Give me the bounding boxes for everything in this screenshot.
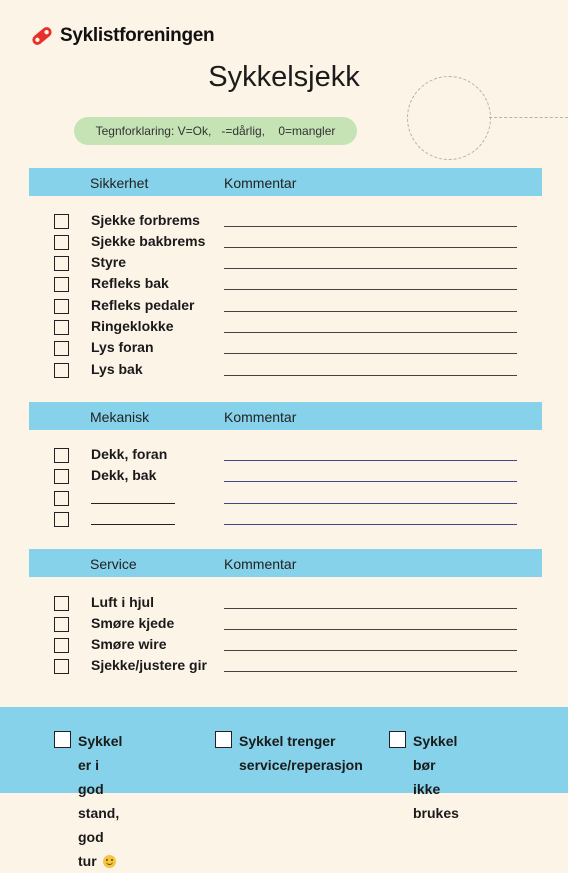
brand-name: Syklistforeningen: [60, 25, 215, 46]
checklist-row: [0, 444, 568, 465]
comment-line[interactable]: [224, 629, 517, 630]
smiley-icon: [103, 855, 116, 868]
blank-item-line[interactable]: [91, 524, 175, 525]
section-header-mekanisk: [29, 402, 542, 430]
legend-pill: Tegnforklaring: V=Ok, -=dårlig, 0=mangler: [74, 117, 357, 145]
verdict-text: [413, 729, 459, 825]
comment-line[interactable]: [224, 311, 517, 312]
checkbox[interactable]: [54, 596, 69, 611]
item-label: Refleks pedaler: [91, 297, 195, 313]
checkbox[interactable]: [54, 638, 69, 653]
verdict-text: [78, 729, 122, 873]
comment-header: Kommentar: [224, 556, 297, 572]
comment-line[interactable]: [224, 226, 517, 227]
item-label: Sjekke/justere gir: [91, 657, 207, 673]
comment-line[interactable]: [224, 481, 517, 482]
checklist-row: [0, 359, 568, 380]
checklist-row: [0, 231, 568, 252]
comment-line[interactable]: [224, 671, 517, 672]
checklist-row: [0, 508, 568, 529]
item-label: Dekk, foran: [91, 446, 168, 462]
verdict-line2: stand, god tur: [78, 805, 120, 869]
verdict-line1: Sykkel er i god: [78, 733, 123, 797]
item-label: Ringeklokke: [91, 318, 174, 334]
section-header-service: [29, 549, 542, 577]
checkbox[interactable]: [54, 491, 69, 506]
comment-line[interactable]: [224, 332, 517, 333]
checkbox[interactable]: [215, 731, 232, 748]
checklist-row: [0, 592, 568, 613]
item-label: Sjekke forbrems: [91, 212, 200, 228]
checkbox[interactable]: [54, 363, 69, 378]
comment-line[interactable]: [224, 460, 517, 461]
comment-header: Kommentar: [224, 409, 297, 425]
verdict-line1: Sykkel bør ikke: [413, 733, 458, 797]
comment-line[interactable]: [224, 375, 517, 376]
comment-line[interactable]: [224, 268, 517, 269]
checklist-row: [0, 273, 568, 294]
comment-line[interactable]: [224, 353, 517, 354]
comment-line[interactable]: [224, 289, 517, 290]
checkbox[interactable]: [54, 320, 69, 335]
checkbox[interactable]: [54, 214, 69, 229]
item-label: Sjekke bakbrems: [91, 233, 206, 249]
checklist-row: [0, 316, 568, 337]
section-label: Sikkerhet: [90, 175, 149, 191]
decorative-circle: [407, 76, 491, 160]
checklist-row: [0, 613, 568, 634]
checklist-row: [0, 295, 568, 316]
comment-line[interactable]: [224, 608, 517, 609]
item-label: Refleks bak: [91, 275, 169, 291]
blank-item-line[interactable]: [91, 503, 175, 504]
page-title: Sykkelsjekk: [208, 61, 360, 93]
comment-line[interactable]: [224, 650, 517, 651]
verdict-line2: brukes: [413, 805, 459, 821]
checklist-row: [0, 465, 568, 486]
verdict-line2: service/reperasjon: [239, 757, 363, 773]
comment-header: Kommentar: [224, 175, 297, 191]
item-label: Smøre wire: [91, 636, 167, 652]
checkbox[interactable]: [54, 235, 69, 250]
comment-line[interactable]: [224, 524, 517, 525]
bike-chain-icon: [30, 25, 54, 47]
checklist-row: [0, 634, 568, 655]
checkbox[interactable]: [54, 341, 69, 356]
checkbox[interactable]: [54, 277, 69, 292]
checkbox[interactable]: [54, 659, 69, 674]
checklist-row: [0, 252, 568, 273]
decorative-dashed-line: [489, 117, 568, 118]
item-label: Smøre kjede: [91, 615, 175, 631]
checklist-row: [0, 487, 568, 508]
checklist-row: [0, 655, 568, 676]
item-label: Lys bak: [91, 361, 143, 377]
checkbox[interactable]: [54, 448, 69, 463]
item-label: Luft i hjul: [91, 594, 154, 610]
comment-line[interactable]: [224, 247, 517, 248]
checklist-row: [0, 210, 568, 231]
section-label: Mekanisk: [90, 409, 150, 425]
checkbox[interactable]: [54, 512, 69, 527]
checkbox[interactable]: [54, 299, 69, 314]
comment-line[interactable]: [224, 503, 517, 504]
checkbox[interactable]: [54, 469, 69, 484]
checkbox[interactable]: [54, 256, 69, 271]
section-header-sikkerhet: [29, 168, 542, 196]
brand-logo: [30, 25, 214, 47]
section-label: Service: [90, 556, 137, 572]
item-label: Lys foran: [91, 339, 154, 355]
checklist-row: [0, 337, 568, 358]
item-label: Dekk, bak: [91, 467, 157, 483]
verdict-line1: Sykkel trenger: [239, 733, 336, 749]
checkbox[interactable]: [389, 731, 406, 748]
checkbox[interactable]: [54, 617, 69, 632]
footer-verdict: [0, 707, 568, 869]
verdict-text: [239, 729, 363, 777]
checkbox[interactable]: [54, 731, 71, 748]
item-label: Styre: [91, 254, 127, 270]
